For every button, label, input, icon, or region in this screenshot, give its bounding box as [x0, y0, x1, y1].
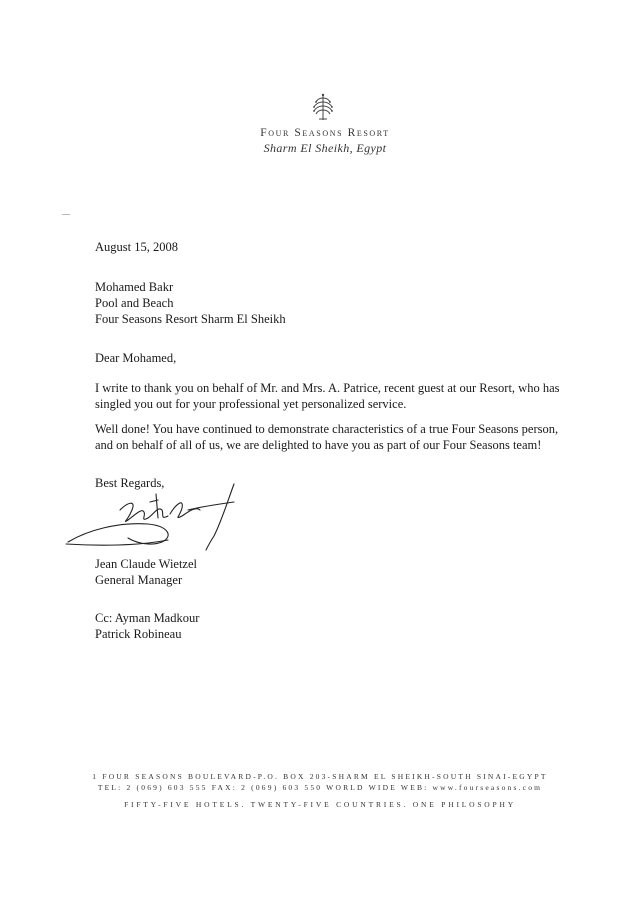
body-paragraph-2: Well done! You have continued to demonstrate characteristics of a true Four Seasons person, and on behalf of all of us, we are delighted to have you as part of our Four Seasons team!: [95, 422, 559, 452]
signer-name: Jean Claude Wietzel: [95, 557, 198, 571]
cc-line-2: Patrick Robineau: [95, 627, 182, 641]
fold-mark: [62, 214, 70, 215]
salutation: Dear Mohamed,: [95, 351, 177, 365]
footer-address: 1 FOUR SEASONS BOULEVARD-P.O. BOX 203-SHARM EL SHEIKH-SOUTH SINAI-EGYPT: [92, 772, 548, 781]
four-seasons-tree-logo-icon: [309, 92, 337, 122]
brand-location: Sharm El Sheikh, Egypt: [263, 141, 387, 155]
signer-block: [95, 556, 197, 588]
body-paragraph-1: I write to thank you on behalf of Mr. and Mrs. A. Patrice, recent guest at our Resort, who has singled you out for your professional yet personalized service.: [95, 381, 560, 411]
signer-title: General Manager: [95, 573, 183, 587]
recipient-name: Mohamed Bakr: [95, 280, 174, 294]
recipient-block: [95, 279, 286, 327]
handwritten-signature: [58, 480, 248, 552]
footer-tagline: FIFTY-FIVE HOTELS. TWENTY-FIVE COUNTRIES. ONE PHILOSOPHY: [124, 800, 516, 809]
recipient-property: Four Seasons Resort Sharm El Sheikh: [95, 312, 286, 326]
footer-contact: TEL: 2 (069) 603 555 FAX: 2 (069) 603 550 WORLD WIDE WEB: www.fourseasons.com: [97, 783, 543, 792]
letter-date: August 15, 2008: [95, 240, 178, 254]
cc-line-1: Cc: Ayman Madkour: [95, 611, 200, 625]
closing: Best Regards,: [95, 476, 165, 490]
recipient-department: Pool and Beach: [95, 296, 174, 310]
brand-name: Four Seasons Resort: [260, 127, 390, 139]
cc-block: [95, 610, 199, 642]
